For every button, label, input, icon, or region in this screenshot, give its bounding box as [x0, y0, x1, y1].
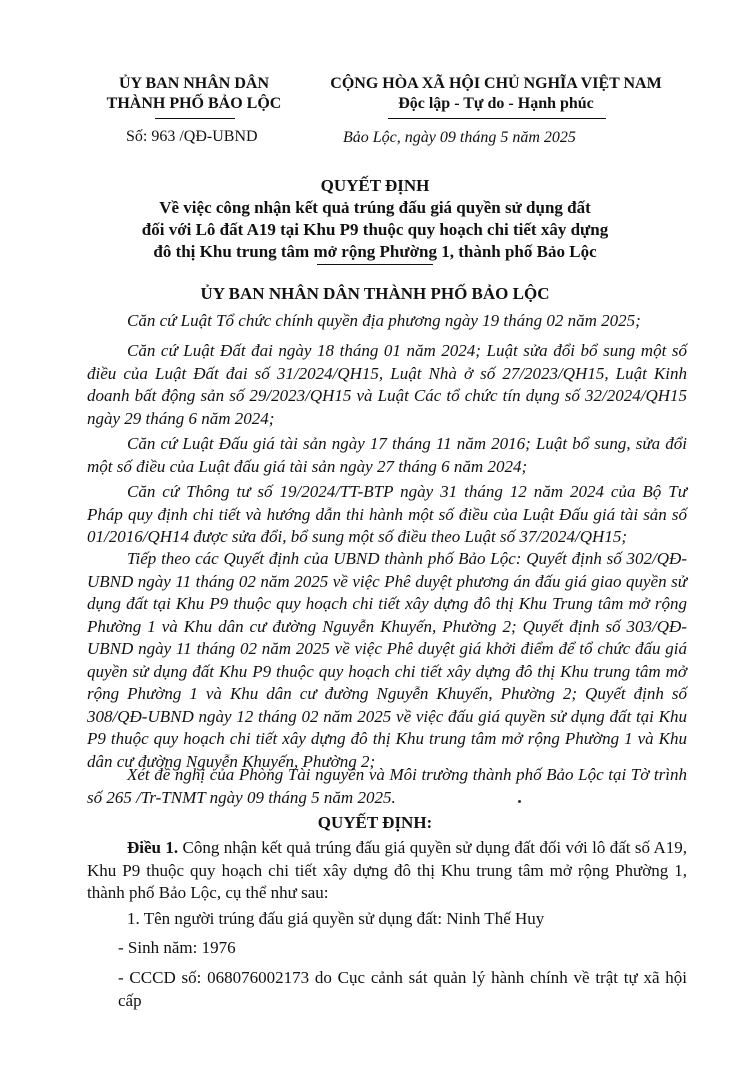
- issuer-line-2: THÀNH PHỐ BẢO LỘC: [106, 95, 282, 112]
- stray-mark: [518, 800, 521, 803]
- place-and-date: Bảo Lộc, ngày 09 tháng 5 năm 2025: [343, 129, 576, 146]
- winner-name-item: 1. Tên người trúng đấu giá quyền sử dụng đất: Ninh Thế Huy: [127, 909, 545, 928]
- article-1-label: Điều 1.: [127, 838, 179, 857]
- article-1-text: Công nhận kết quả trúng đấu giá quyền sử dụng đất đối với lô đất số A19, Khu P9 thuộc quy hoạch chi tiết xây dựng đô thị Khu trung tâm mở rộng Phường 1, thành phố Bảo Lộc, cụ thể như sau:: [87, 838, 687, 902]
- issuer-line-1: ỦY BAN NHÂN DÂN: [118, 75, 270, 92]
- basis-prior-decisions: Tiếp theo các Quyết định của UBND thành phố Bảo Lộc: Quyết định số 302/QĐ-UBND ngày 11 tháng 02 năm 2025 về việc Phê duyệt phương án đấu giá giao quyền sử dụng đất tại Khu P9 thuộc quy hoạch chi tiết xây dựng đô thị Khu Trung tâm mở rộng Phường 1 và Khu dân cư đường Nguyễn Khuyến, Phường 2; Quyết định số 303/QĐ-UBND ngày 11 tháng 02 năm 2025 về việc Phê duyệt giá khởi điểm để tổ chức đấu giá quyền sử dụng đất Khu P9 thuộc quy hoạch chi tiết xây dựng đô thị Khu trung tâm mở rộng Phường 1 và Khu dân cư đường Nguyễn Khuyến, Phường 2; Quyết định số 308/QĐ-UBND ngày 12 tháng 02 năm 2025 về việc đấu giá quyền sử dụng đất tại Khu P9 thuộc quy hoạch chi tiết xây dựng đô thị Khu trung tâm mở rộng Phường 1 và Khu dân cư đường Nguyễn Khuyến, Phường 2;: [87, 549, 687, 771]
- article-1: [87, 837, 687, 905]
- national-title: CỘNG HÒA XÃ HỘI CHỦ NGHĨA VIỆT NAM: [330, 75, 662, 92]
- subject-line-1: Về việc công nhận kết quả trúng đấu giá quyền sử dụng đất: [159, 198, 591, 217]
- subject-line-2: đối với Lô đất A19 tại Khu P9 thuộc quy hoạch chi tiết xây dựng: [141, 220, 609, 239]
- basis-auction-law: Căn cứ Luật Đấu giá tài sản ngày 17 tháng 11 năm 2016; Luật bổ sung, sửa đổi một số điều của Luật đấu giá tài sản ngày 27 tháng 6 năm 2024;: [87, 434, 687, 476]
- document-number: Số: 963 /QĐ-UBND: [126, 128, 258, 145]
- basis-proposal: Xét đề nghị của Phòng Tài nguyên và Môi trường thành phố Bảo Lộc tại Tờ trình số 265 /Tr-TNMT ngày 09 tháng 5 năm 2025.: [87, 765, 687, 807]
- national-motto: Độc lập - Tự do - Hạnh phúc: [398, 95, 594, 112]
- basis-land-law: Căn cứ Luật Đất đai ngày 18 tháng 01 năm 2024; Luật sửa đổi bổ sung một số điều của Luật Đất đai số 31/2024/QH15, Luật Nhà ở số 27/2023/QH15, Luật Kinh doanh bất động sản số 29/2023/QH15 và Luật Các tổ chức tín dụng số 32/2024/QH15 ngày 29 tháng 6 năm 2024;: [87, 341, 687, 428]
- motto-underline: [388, 118, 606, 119]
- basis-circular: Căn cứ Thông tư số 19/2024/TT-BTP ngày 31 tháng 12 năm 2024 của Bộ Tư Pháp quy định chi tiết và hướng dẫn thi hành một số điều của Luật Đấu giá tài sản số 01/2016/QH14 được sửa đổi, bổ sung một số điều theo Luật số 37/2024/QH15;: [87, 482, 687, 546]
- winner-id-card: - CCCD số: 068076002173 do Cục cảnh sát quản lý hành chính về trật tự xã hội cấp: [118, 968, 687, 1010]
- subject-line-3: đô thị Khu trung tâm mở rộng Phường 1, thành phố Bảo Lộc: [153, 242, 597, 261]
- issuer-underline: [155, 118, 235, 119]
- authority-heading: ỦY BAN NHÂN DÂN THÀNH PHỐ BẢO LỘC: [200, 284, 550, 303]
- winner-birth-year: - Sinh năm: 1976: [118, 938, 236, 957]
- document-type-heading: QUYẾT ĐỊNH: [320, 176, 430, 195]
- decision-heading: QUYẾT ĐỊNH:: [317, 813, 433, 832]
- basis-local-government-law: Căn cứ Luật Tổ chức chính quyền địa phương ngày 19 tháng 02 năm 2025;: [127, 311, 641, 330]
- subject-underline: [317, 264, 433, 265]
